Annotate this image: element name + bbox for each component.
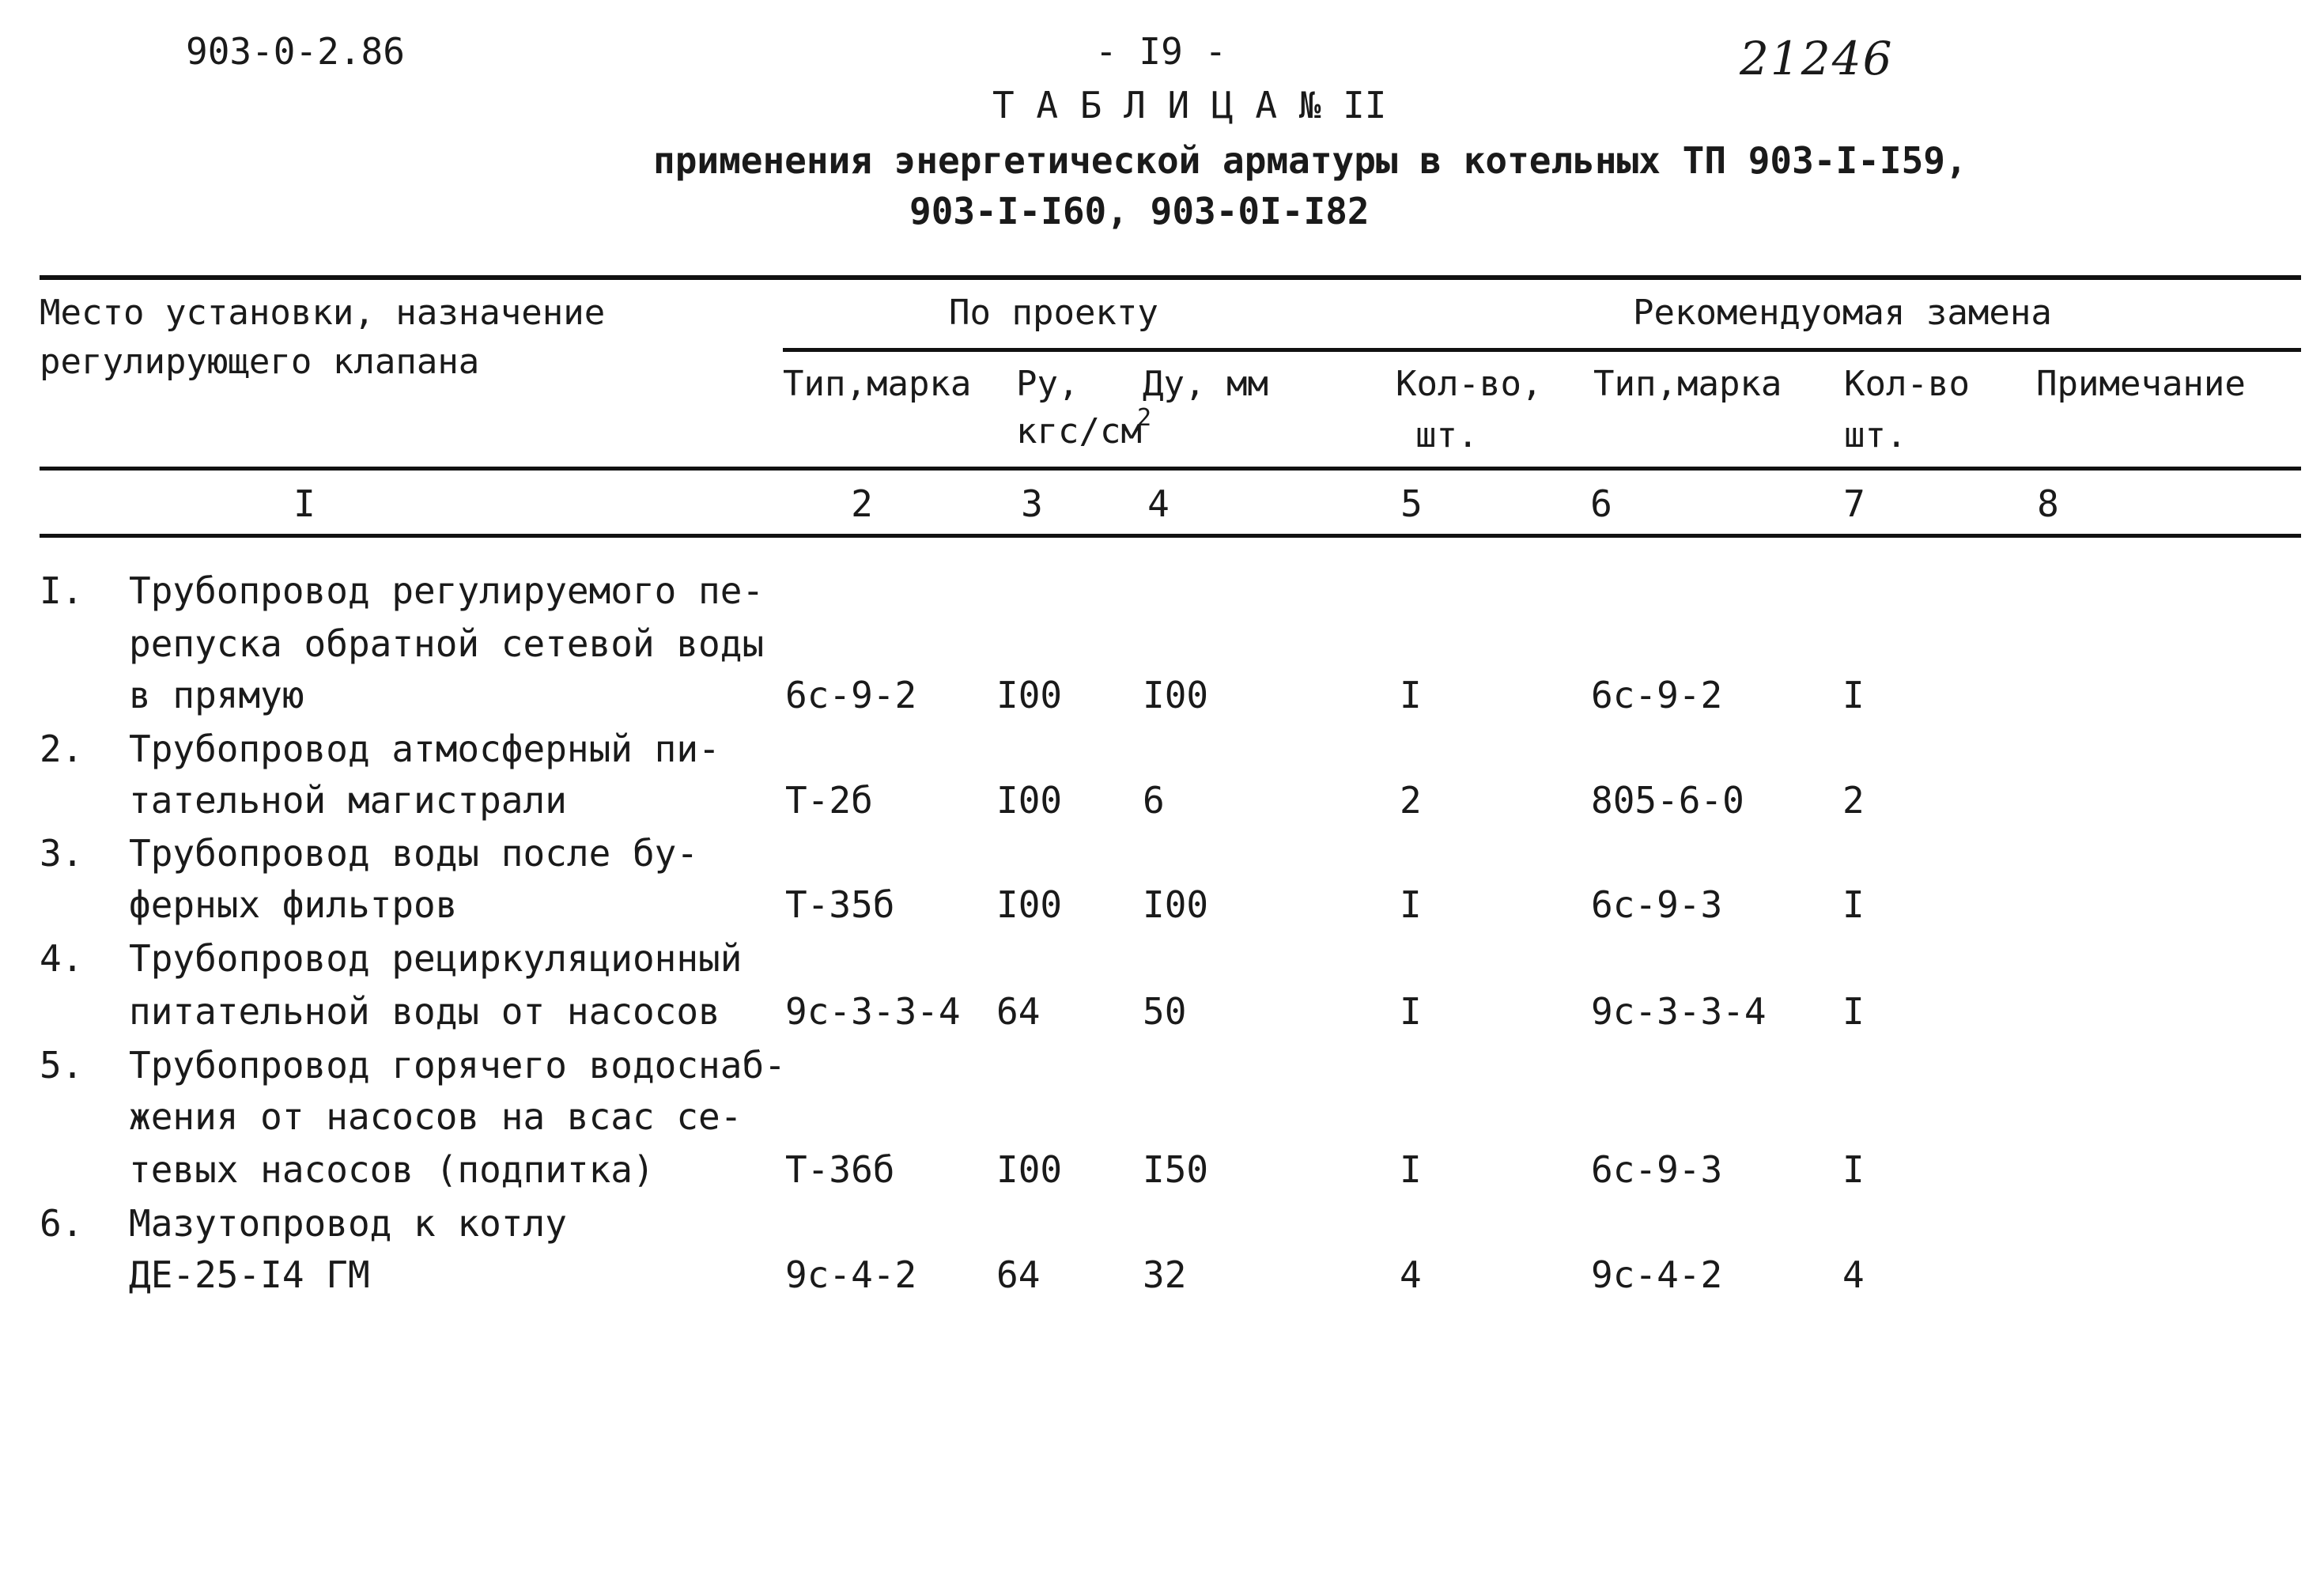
document-code: 903-0-2.86 <box>186 30 405 73</box>
group-header-rule <box>783 348 2301 352</box>
column-number: 2 <box>851 482 873 525</box>
cell-qty: I <box>1400 990 1422 1033</box>
cell-type-replacement: 6с-9-3 <box>1591 1148 1723 1191</box>
cell-type-replacement: 6с-9-3 <box>1591 883 1723 926</box>
cell-type-replacement: 6с-9-2 <box>1591 674 1723 716</box>
column-number: 7 <box>1843 482 1865 525</box>
header-qty-line2: шт. <box>1415 415 1479 455</box>
row-description-line: репуска обратной сетевой воды <box>129 622 765 665</box>
row-number: 5. <box>40 1044 84 1087</box>
cell-dy: 50 <box>1143 990 1187 1033</box>
row-description-line: Трубопровод воды после бу- <box>129 832 699 875</box>
handwritten-number: 21246 <box>1740 32 1894 85</box>
cell-type: 9с-3-3-4 <box>785 990 961 1033</box>
cell-dy: I00 <box>1143 674 1209 716</box>
header-py-superscript: 2 <box>1136 404 1152 432</box>
cell-py: I00 <box>996 883 1063 926</box>
table-title-line2: 903-I-I60, 903-0I-I82 <box>909 190 1370 232</box>
row-description-line: тательной магистрали <box>129 779 567 822</box>
column-number: 6 <box>1590 482 1612 525</box>
cell-py: 64 <box>996 1253 1041 1296</box>
cell-qty-replacement: I <box>1842 883 1865 926</box>
row-number: 4. <box>40 937 84 980</box>
row-description-line: в прямую <box>129 674 304 716</box>
header-qty-replacement-line2: шт. <box>1844 415 1907 455</box>
page-number: - I9 - <box>1095 30 1227 73</box>
header-type: Тип,марка <box>783 364 972 404</box>
cell-type-replacement: 9с-3-3-4 <box>1591 990 1767 1033</box>
header-note: Примечание <box>2036 364 2246 404</box>
group-header-replacement: Рекомендуомая замена <box>1633 293 2052 333</box>
column-number: 4 <box>1147 482 1170 525</box>
cell-type: 6с-9-2 <box>785 674 917 716</box>
table-top-rule <box>40 275 2301 280</box>
cell-dy: 32 <box>1143 1253 1187 1296</box>
header-type-replacement: Тип,марка <box>1593 364 1782 404</box>
row-description-line: тевых насосов (подпитка) <box>129 1148 655 1191</box>
cell-py: I00 <box>996 779 1063 822</box>
col1-header-line1: Место установки, назначение <box>40 293 606 333</box>
cell-py: I00 <box>996 1148 1063 1191</box>
column-number: 8 <box>2037 482 2059 525</box>
cell-type: 9с-4-2 <box>785 1253 917 1296</box>
header-qty-line1: Кол-во, <box>1396 364 1543 404</box>
table-title-line1: применения энергетической арматуры в котельных ТП 903-I-I59, <box>653 139 1967 182</box>
row-description-line: жения от насосов на всас се- <box>129 1095 743 1138</box>
row-number: 6. <box>40 1202 84 1245</box>
row-description-line: Трубопровод горячего водоснаб- <box>129 1044 786 1087</box>
cell-dy: I00 <box>1143 883 1209 926</box>
row-number: 3. <box>40 832 84 875</box>
row-number: I. <box>40 569 84 612</box>
column-number: 3 <box>1021 482 1043 525</box>
header-py-line2: кгс/$см^2$ <box>1016 404 1152 452</box>
column-number: 5 <box>1400 482 1423 525</box>
header-bottom-rule <box>40 467 2301 471</box>
group-header-project: По проекту <box>949 293 1158 333</box>
header-py-line1: Ру, <box>1016 364 1079 404</box>
row-description-line: ДЕ-25-I4 ГМ <box>129 1253 370 1296</box>
cell-qty: 2 <box>1400 779 1422 822</box>
row-number: 2. <box>40 728 84 770</box>
col1-header-line2: регулирующего клапана <box>40 342 480 382</box>
table-heading: Т А Б Л И Ц А № II <box>992 84 1387 127</box>
cell-py: I00 <box>996 674 1063 716</box>
cell-qty: I <box>1400 674 1422 716</box>
cell-qty-replacement: I <box>1842 1148 1865 1191</box>
cell-py: 64 <box>996 990 1041 1033</box>
column-number: I <box>293 482 316 525</box>
cell-type-replacement: 805-6-0 <box>1591 779 1744 822</box>
cell-dy: 6 <box>1143 779 1165 822</box>
cell-qty: I <box>1400 1148 1422 1191</box>
cell-type: Т-2б <box>785 779 873 822</box>
cell-type: Т-35б <box>785 883 895 926</box>
cell-qty-replacement: 4 <box>1842 1253 1865 1296</box>
row-description-line: Трубопровод рециркуляционный <box>129 937 743 980</box>
row-description-line: ферных фильтров <box>129 883 458 926</box>
cell-dy: I50 <box>1143 1148 1209 1191</box>
cell-qty-replacement: I <box>1842 674 1865 716</box>
row-description-line: питательной воды от насосов <box>129 990 720 1033</box>
column-numbers-rule <box>40 534 2301 538</box>
cell-type: Т-36б <box>785 1148 895 1191</box>
row-description-line: Трубопровод атмосферный пи- <box>129 728 720 770</box>
header-dy: Ду, мм <box>1143 364 1268 404</box>
row-description-line: Трубопровод регулируемого пе- <box>129 569 765 612</box>
cell-qty: 4 <box>1400 1253 1422 1296</box>
cell-qty-replacement: 2 <box>1842 779 1865 822</box>
header-qty-replacement-line1: Кол-во <box>1844 364 1970 404</box>
row-description-line: Мазутопровод к котлу <box>129 1202 567 1245</box>
cell-qty: I <box>1400 883 1422 926</box>
cell-type-replacement: 9с-4-2 <box>1591 1253 1723 1296</box>
cell-qty-replacement: I <box>1842 990 1865 1033</box>
